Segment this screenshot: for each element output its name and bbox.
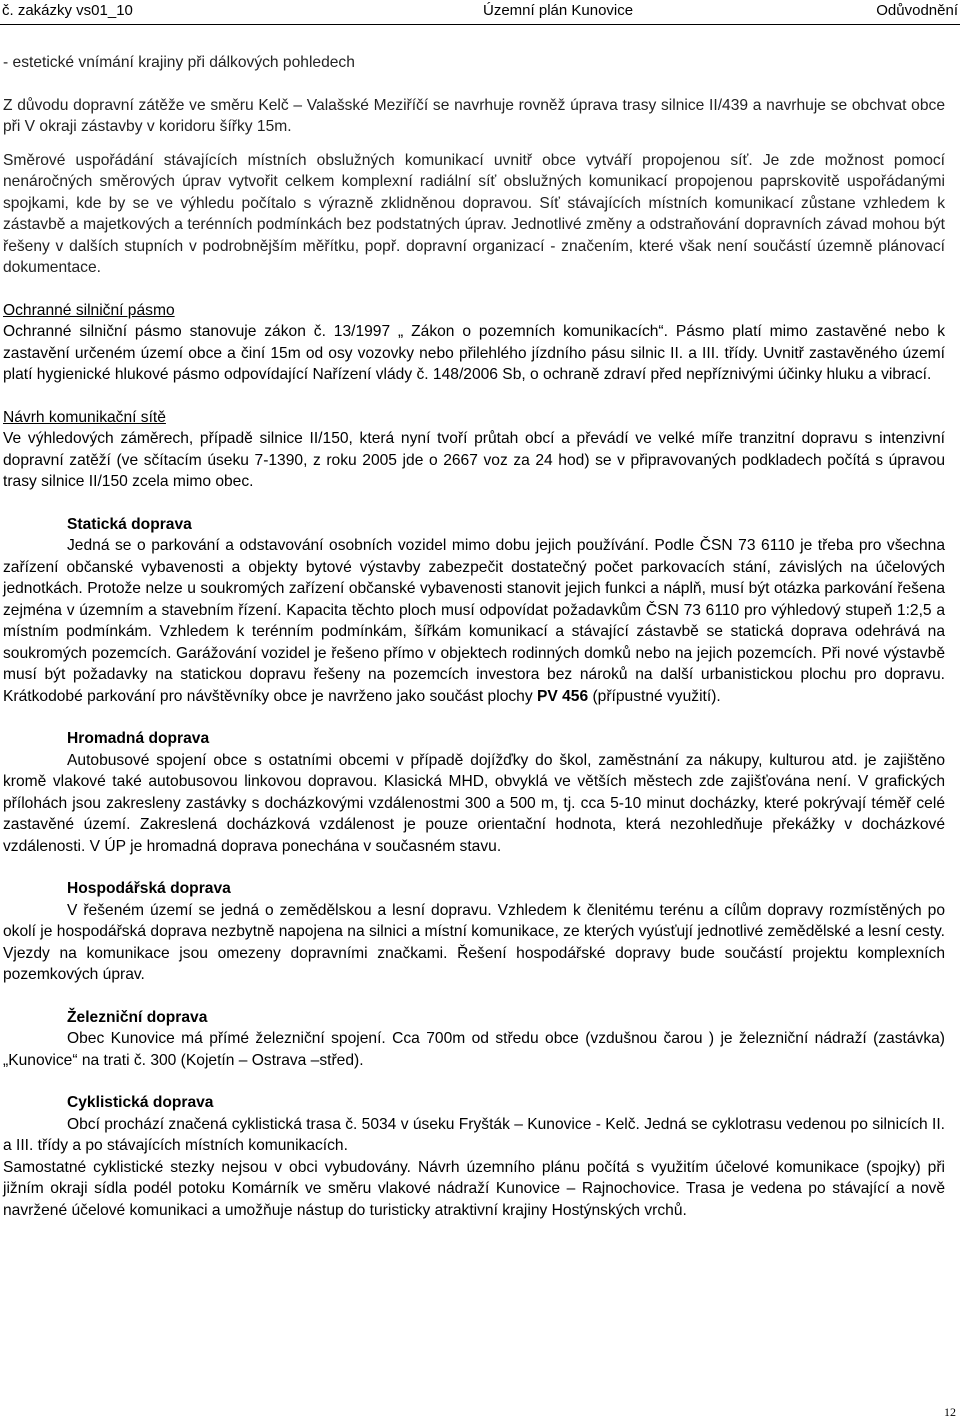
staticka-heading: Statická doprava xyxy=(67,515,192,533)
document-body xyxy=(3,52,945,1221)
staticka-paragraph xyxy=(3,535,945,707)
cyklisticka-paragraph-2: Samostatné cyklistické stezky nejsou v obci vybudovány. Návrh územního plánu počítá s využitím účelové komunikace (spojky) při jižním okraji sídla podél potoku Komárník ve směru vlakové nádraží Kunovice – Rajnochovice. Trasa je vedena po stávající a nově navržené účelové komunikaci a umožňuje nástup do turisticky atraktivní krajiny Hostýnských vrchů. xyxy=(3,1158,945,1219)
zeleznicni-heading: Železniční doprava xyxy=(67,1008,208,1026)
cyklisticka-heading: Cyklistická doprava xyxy=(67,1094,214,1111)
hromadna-heading: Hromadná doprava xyxy=(67,730,210,747)
header-document-title: Územní plán Kunovice xyxy=(483,2,634,19)
ochranne-paragraph: Ochranné silniční pásmo stanovuje zákon č. 13/1997 „ Zákon o pozemních komunikacích“. Pásmo platí mimo zastavěné nebo k zastavění určeném území obce a činí 15m od osy vozovky nebo přilehlého jízdního pásu silnic II. a III. třídy. Uvnitř zastavěného území platí hygienické hlukové pásmo odpovídající Nařízení vlády č. 148/2006 Sb, o ochraně zdraví před nepříznivými účinky hluku a vibrací. xyxy=(3,323,945,383)
zeleznicni-paragraph: Obec Kunovice má přímé železniční spojení. Cca 700m od středu obce (vzdušnou čarou ) je železniční nádraží (zastávka) „Kunovice“ na trati č. 300 (Kojetín – Ostrava –střed). xyxy=(3,1030,945,1069)
intro-bullet: - estetické vnímání krajiny při dálkových pohledech xyxy=(3,54,355,71)
hospodarska-paragraph: V řešeném území se jedná o zemědělskou a lesní dopravu. Vzhledem k členitému terénu a cílům dopravy rozmístěných po okolí je hospodářská doprava nezbytně napojena na silnici a místní komunikace, ze kterých vyúsťují jednotlivé zemědělské a lesní cesty. Vjezdy na komunikace jsou omezeny dopravními značkami. Řešení hospodářské dopravy bude součástí projektu komplexních pozemkových úprav. xyxy=(3,901,945,983)
cyklisticka-paragraph-1: Obcí prochází značená cyklistická trasa č. 5034 v úseku Fryšták – Kunovice - Kelč. Jedná se cyklotrasu vedenou po silnicích II. a III. třídy a po stávajících místních komunikacích. xyxy=(3,1115,946,1154)
ochranne-heading: Ochranné silniční pásmo xyxy=(3,301,175,319)
page-header xyxy=(0,0,960,25)
header-contract-number: č. zakázky vs01_10 xyxy=(2,2,133,19)
navrh-heading: Návrh komunikační sítě xyxy=(3,408,166,426)
intro-paragraph-1: Z důvodu dopravní zátěže ve směru Kelč – Valašské Meziříčí se navrhuje rovněž úprava trasy silnice II/439 a navrhuje se obchvat obce při V okraji zástavby v koridoru šířky 15m. xyxy=(3,96,945,135)
navrh-paragraph: Ve výhledových záměrech, případě silnice II/150, která nyní tvoří průtah obcí a převádí ve velké míře tranzitní dopravu s intenzivní dopravní zatěží (ve sčítacím úseku 7-1390, z roku 2005 jde o 2667 voz za 24 hod) se v připravovaných podkladech počítá s úpravou trasy silnice II/150 zcela mimo obec. xyxy=(3,430,945,490)
hospodarska-heading: Hospodářská doprava xyxy=(67,880,231,897)
hromadna-paragraph: Autobusové spojení obce s ostatními obcemi v případě dojížďky do škol, zaměstnání za nákupy, kulturou atd. je zajištěno kromě vlakové také autobusovou linkovou dopravou. Klasická MHD, obvyklá ve větších městech zde zajišťována není. V grafických přílohách jsou zakresleny zastávky s docházkovými vzdálenostmi 300 a 500 m, tj. cca 5-10 minut docházky, které pokrývají téměř celé zastavěné území. Zakreslená docházková vzdálenost je pouze orientační hodnota, která nezohledňuje překážky v docházkové vzdálenosti. V ÚP je hromadná doprava ponechána v současném stavu. xyxy=(3,751,945,855)
page-number: 12 xyxy=(944,1405,956,1419)
header-section-name: Odůvodnění xyxy=(876,2,958,19)
staticka-text: Jedná se o parkování a odstavování osobních vozidel mimo dobu jejich používání. Podle ČSN 73 6110 je třeba pro všechna zařízení občanské vybavenosti a objekty bytové výstavby zabezpečit dostatečný počet parkovacích stání, závislých na účelových jednotkách. Protože nelze u soukromých zařízení občanské vybavenosti stanovit jejich funkci a náplň, musí být otázka parkování řešena zejména v územním a stavebním řízení. Kapacita těchto ploch musí odpovídat požadavkům ČSN 73 6110 pro výhledový stupeň 1:2,5 a místním podmínkám. Vzhledem k terénním podmínkám, šířkám komunikací a stávající zástavbě se statická doprava odehrává na soukromých pozemcích. Garážování vozidel je řešeno přímo v objektech rodinných domků nebo na jejich pozemcích. Při nové výstavbě musí být požadavky na statickou dopravu řešeny na pozemcích investora bez nároků na další urbanistickou plochu pro dopravu. Krátkodobé parkování pro návštěvníky obce je navrženo jako součást plochy xyxy=(3,537,945,705)
intro-paragraph-2: Směrové uspořádání stávajících místních obslužných komunikací uvnitř obce vytváří propojenou síť. Je zde možnost pomocí nenáročných směrových úprav vytvořit celkem komplexní radiální síť obslužných komunikací propojenou paprskovitě uspořádanými spojkami, kde by se ve výhledu počítalo s výrazně zklidněnou dopravou. Síť stávajících místních komunikací zůstane vzhledem k zástavbě a majetkových a terénních podmínkách bez podstatných úprav. Jednotlivé změny a odstraňování dopravních závad mohou být řešeny v dalších stupních v podrobnějším měřítku, popř. dopravní organizací - značením, které však není součástí územně plánovací dokumentace. xyxy=(3,151,945,276)
staticka-text-end: (přípustné využití). xyxy=(588,687,721,705)
staticka-plot-code: PV 456 xyxy=(536,687,589,705)
